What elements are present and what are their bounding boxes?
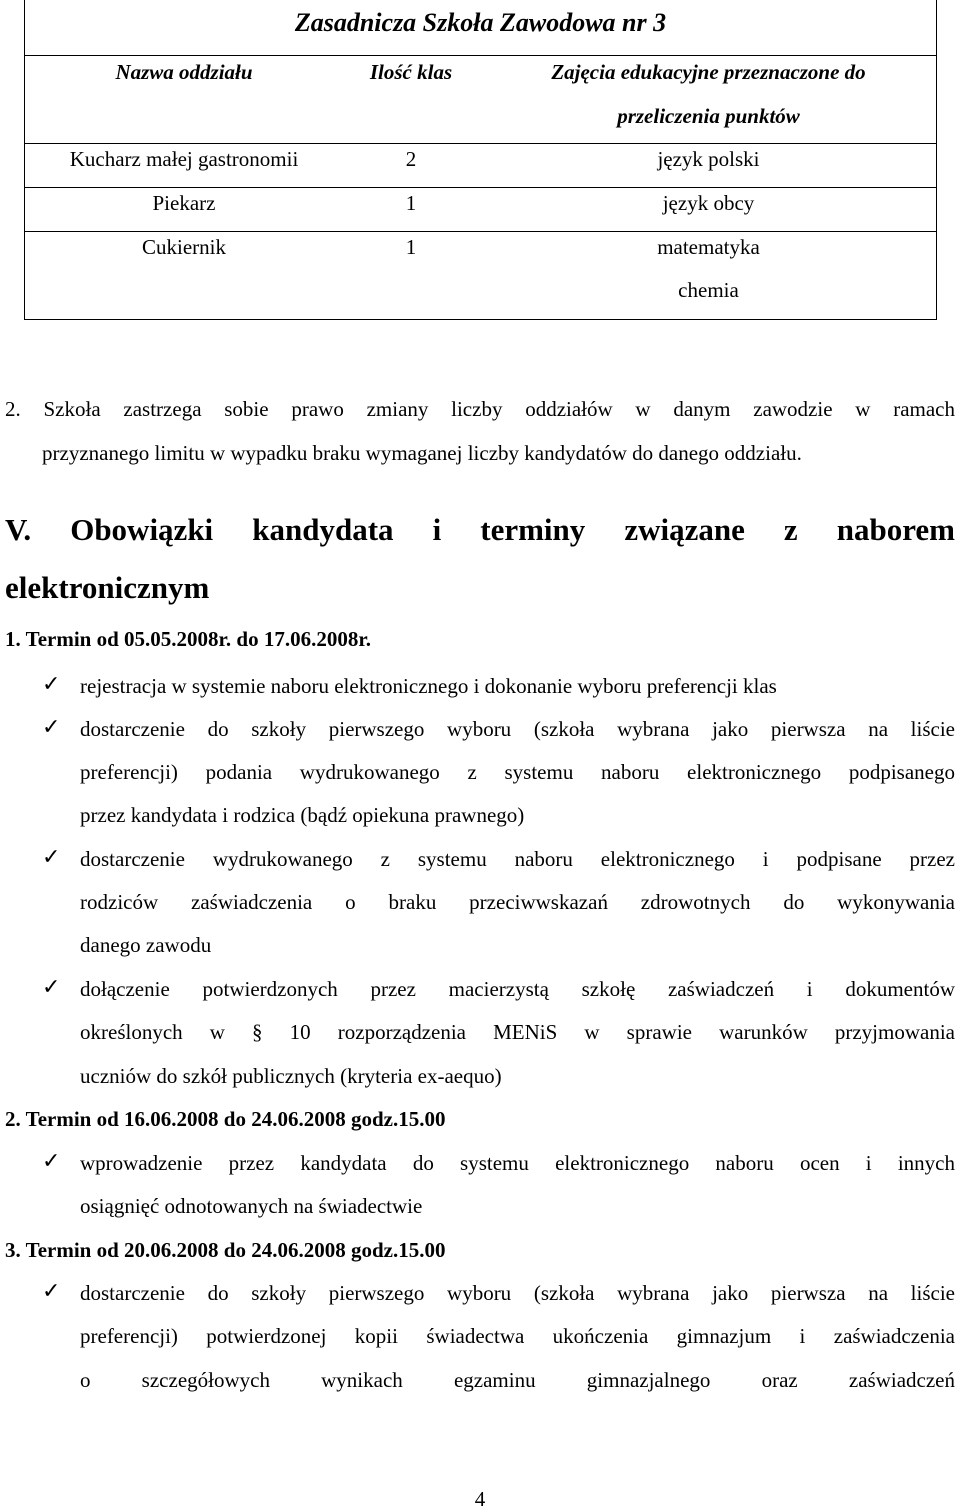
school-table (24, 0, 937, 320)
table-title: Zasadnicza Szkoła Zawodowa nr 3 (294, 8, 667, 37)
note-line: 2. Szkoła zastrzega sobie prawo zmiany liczby oddziałów w danym zawodzie w ramach (5, 397, 955, 421)
term-title: 1. Termin od 05.05.2008r. do 17.06.2008r. (5, 627, 371, 651)
list-item-text: o szczegółowych wynikach egzaminu gimnazjalnego oraz zaświadczeń (80, 1368, 955, 1392)
list-item-text: preferencji) potwierdzonej kopii świadectwa ukończenia gimnazjum i zaświadczenia (80, 1324, 955, 1348)
table-row (25, 232, 936, 320)
subject: matematyka (657, 235, 760, 259)
page-number: 4 (474, 1487, 486, 1511)
check-icon: ✓ (42, 1279, 61, 1304)
header-subjects-line2: przeliczenia punktów (617, 104, 800, 128)
table-row (25, 188, 936, 232)
check-icon: ✓ (42, 715, 61, 740)
note-line: przyznanego limitu w wypadku braku wymaganej liczby kandydatów do danego oddziału. (42, 441, 802, 465)
class-count: 1 (405, 191, 417, 215)
branch-name: Kucharz małej gastronomii (69, 147, 299, 171)
check-icon: ✓ (42, 1149, 61, 1174)
list-item-text: przez kandydata i rodzica (bądź opiekuna prawnego) (80, 803, 525, 827)
list-item-text: dostarczenie wydrukowanego z systemu naboru elektronicznego i podpisane przez (80, 847, 955, 871)
table-title-row (25, 0, 936, 56)
section-heading: V. Obowiązki kandydata i terminy związane z naborem (5, 512, 955, 547)
section-heading: elektronicznym (5, 570, 210, 605)
class-count: 1 (405, 235, 417, 259)
list-item-text: uczniów do szkół publicznych (kryteria ex-aequo) (80, 1064, 502, 1088)
list-item-text: rodziców zaświadczenia o braku przeciwwskazań zdrowotnych do wykonywania (80, 890, 955, 914)
list-item-text: wprowadzenie przez kandydata do systemu elektronicznego naboru ocen i innych (80, 1151, 955, 1175)
list-item-text: dostarczenie do szkoły pierwszego wyboru (szkoła wybrana jako pierwsza na liście (80, 1281, 955, 1305)
subject: chemia (678, 278, 739, 302)
subject: język polski (657, 147, 760, 171)
branch-name: Cukiernik (142, 235, 226, 259)
list-item-text: osiągnięć odnotowanych na świadectwie (80, 1194, 423, 1218)
header-class-count: Ilość klas (369, 60, 453, 84)
subject: język obcy (662, 191, 755, 215)
header-branch-name: Nazwa oddziału (115, 60, 253, 84)
check-icon: ✓ (42, 672, 61, 697)
term-title: 3. Termin od 20.06.2008 do 24.06.2008 godz.15.00 (5, 1238, 446, 1262)
branch-name: Piekarz (152, 191, 216, 215)
term-title: 2. Termin od 16.06.2008 do 24.06.2008 godz.15.00 (5, 1107, 446, 1131)
list-item-text: określonych w § 10 rozporządzenia MENiS w sprawie warunków przyjmowania (80, 1020, 955, 1044)
table-row (25, 144, 936, 188)
check-icon: ✓ (42, 975, 61, 1000)
header-subjects-line1: Zajęcia edukacyjne przeznaczone do (551, 60, 866, 84)
list-item-text: danego zawodu (80, 933, 212, 957)
class-count: 2 (405, 147, 417, 171)
list-item-text: dostarczenie do szkoły pierwszego wyboru (szkoła wybrana jako pierwsza na liście (80, 717, 955, 741)
list-item-text: dołączenie potwierdzonych przez macierzystą szkołę zaświadczeń i dokumentów (80, 977, 955, 1001)
check-icon: ✓ (42, 845, 61, 870)
list-item-text: rejestracja w systemie naboru elektronicznego i dokonanie wyboru preferencji klas (80, 674, 777, 698)
table-header-row (25, 56, 936, 144)
list-item-text: preferencji) podania wydrukowanego z systemu naboru elektronicznego podpisanego (80, 760, 955, 784)
